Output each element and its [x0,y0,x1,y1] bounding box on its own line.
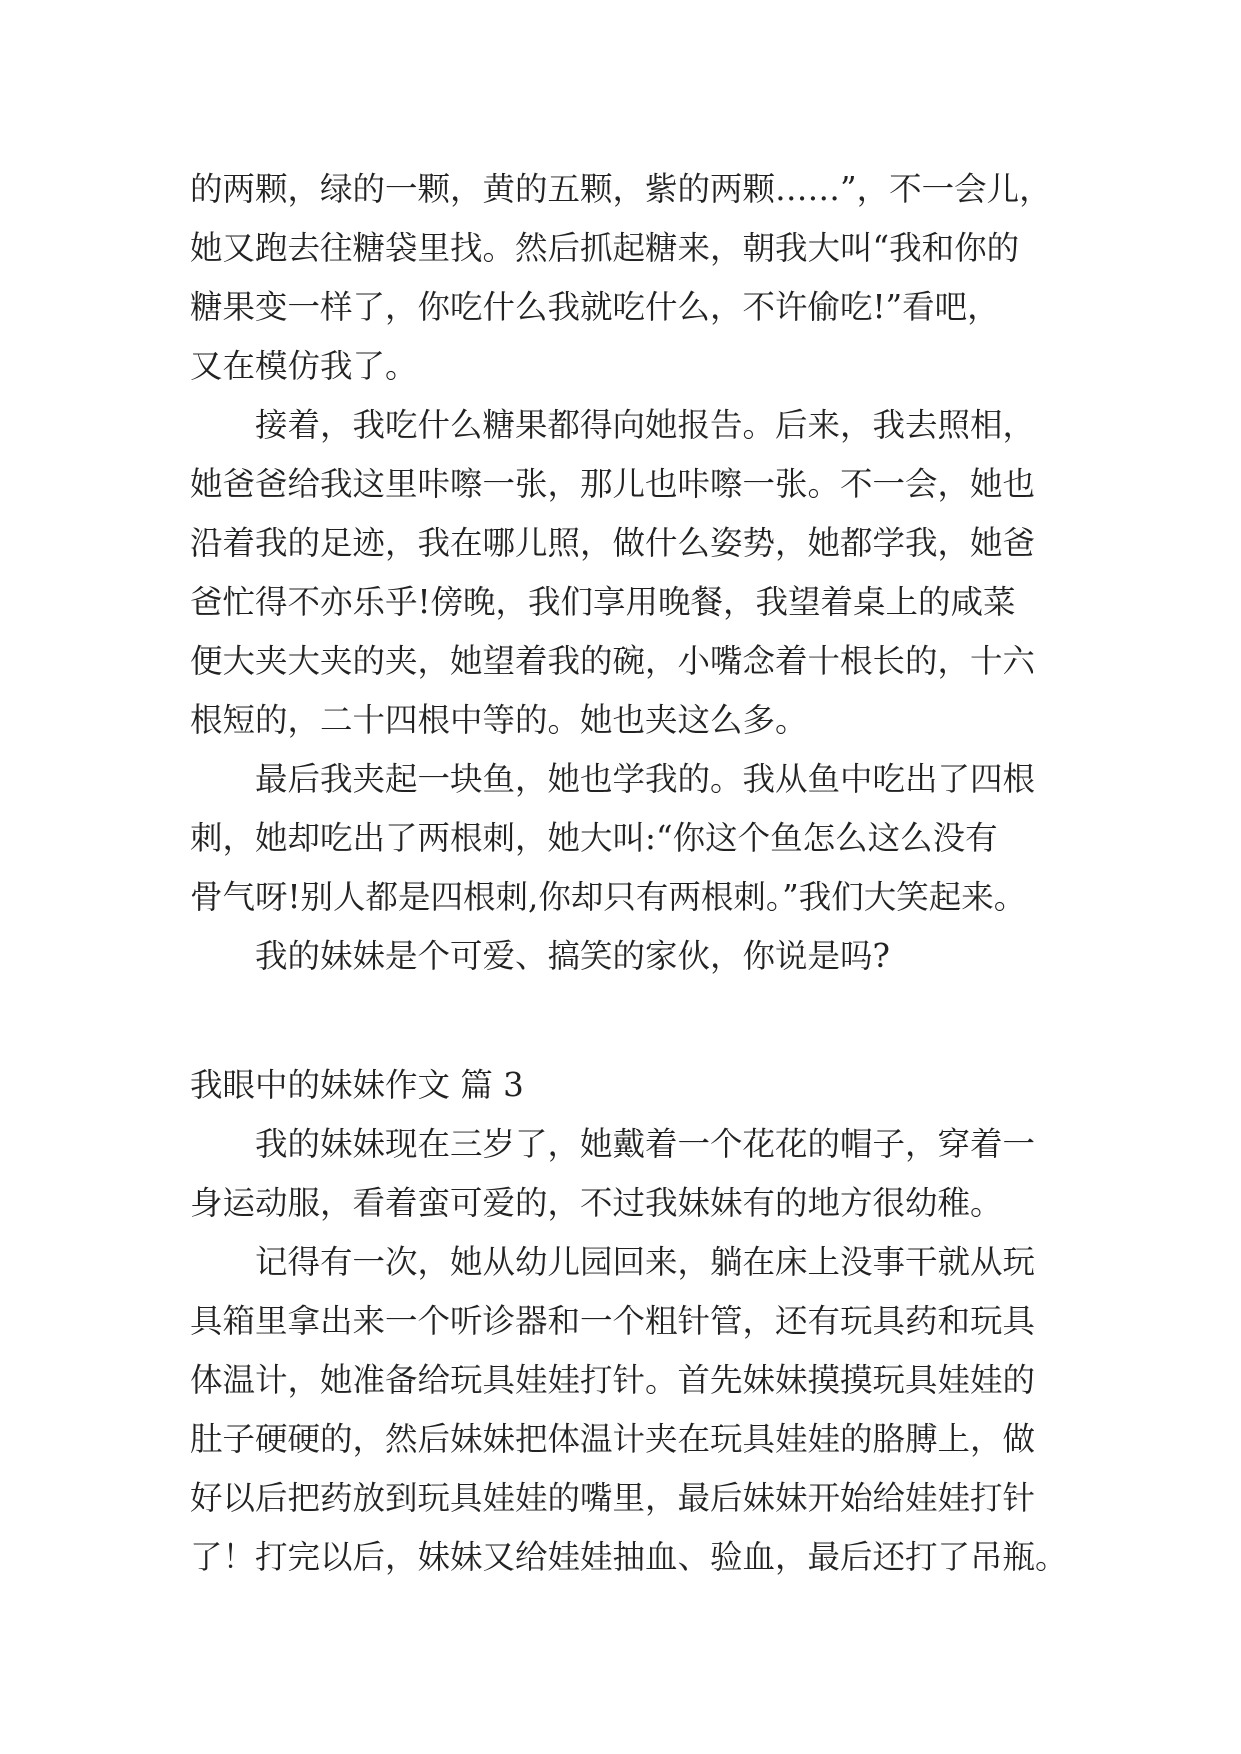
text-line: 糖果变一样了，你吃什么我就吃什么，不许偷吃!”看吧， [190,288,1000,326]
text-line: 沿着我的足迹，我在哪儿照，做什么姿势，她都学我，她爸 [190,524,1036,562]
text-line: 具箱里拿出来一个听诊器和一个粗针管，还有玩具药和玩具 [190,1302,1036,1340]
text-line: 骨气呀!别人都是四根刺,你却只有两根刺。”我们大笑起来。 [190,878,1027,916]
text-line: 身运动服，看着蛮可爱的，不过我妹妹有的地方很幼稚。 [190,1184,1003,1222]
text-line: 了！打完以后，妹妹又给娃娃抽血、验血，最后还打了吊瓶。 [190,1538,1068,1576]
text-line: 的两颗，绿的一颗，黄的五颗，紫的两颗……”，不一会儿， [190,170,1052,208]
text-line: 根短的，二十四根中等的。她也夹这么多。 [190,701,808,739]
text-line: 便大夹大夹的夹，她望着我的碗，小嘴念着十根长的，十六 [190,642,1036,680]
text-line: 最后我夹起一块鱼，她也学我的。我从鱼中吃出了四根 [255,760,1036,798]
text-line: 体温计，她准备给玩具娃娃打针。首先妹妹摸摸玩具娃娃的 [190,1361,1036,1399]
text-line: 接着，我吃什么糖果都得向她报告。后来，我去照相， [255,406,1036,444]
text-line: 我的妹妹是个可爱、搞笑的家伙，你说是吗? [255,937,890,975]
body-text [190,160,1070,1587]
text-line: 又在模仿我了。 [190,347,418,385]
text-line: 她爸爸给我这里咔嚓一张，那儿也咔嚓一张。不一会，她也 [190,465,1036,503]
text-line: 我的妹妹现在三岁了，她戴着一个花花的帽子，穿着一 [255,1125,1036,1163]
text-line: 爸忙得不亦乐乎!傍晚，我们享用晚餐，我望着桌上的咸菜 [190,583,1016,621]
text-line: 好以后把药放到玩具娃娃的嘴里，最后妹妹开始给娃娃打针 [190,1479,1036,1517]
text-line: 刺，她却吃出了两根刺，她大叫:“你这个鱼怎么这么没有 [190,819,998,857]
text-line: 肚子硬硬的，然后妹妹把体温计夹在玩具娃娃的胳膊上，做 [190,1420,1036,1458]
section-gap [190,986,1070,1056]
section-heading: 我眼中的妹妹作文 篇 3 [190,1066,524,1104]
text-line: 记得有一次，她从幼儿园回来，躺在床上没事干就从玩 [255,1243,1036,1281]
text-line: 她又跑去往糖袋里找。然后抓起糖来，朝我大叫“我和你的 [190,229,1020,267]
